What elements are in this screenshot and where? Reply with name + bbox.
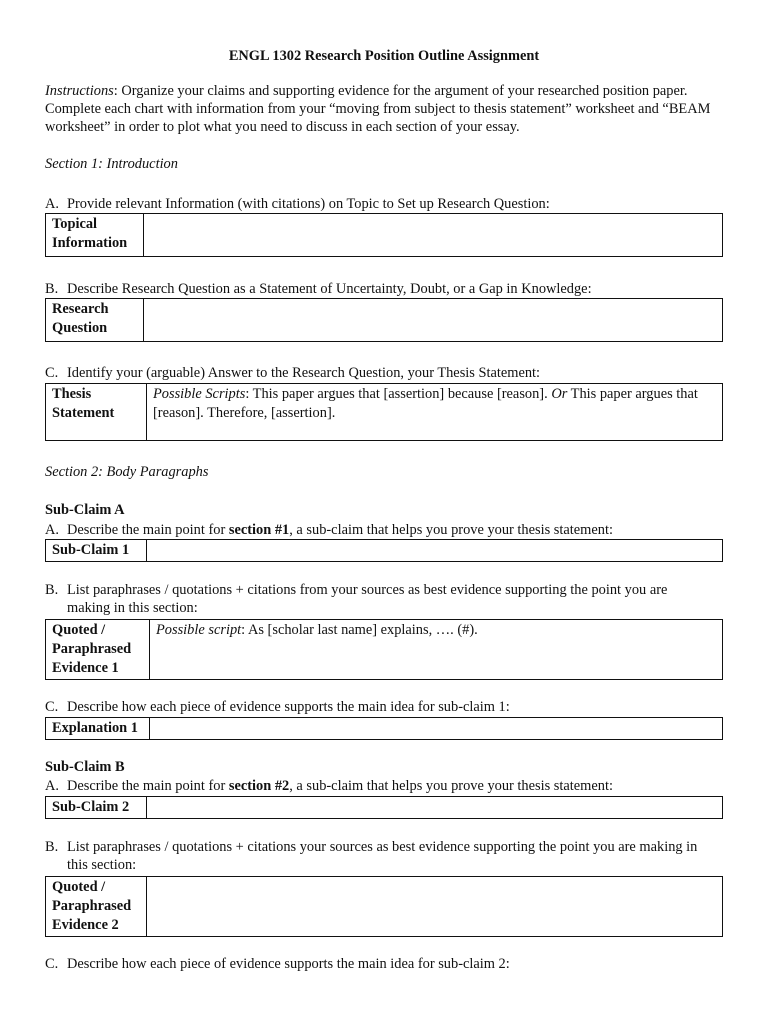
topical-information-box — [45, 213, 723, 257]
sub-claim-2-box — [45, 796, 723, 819]
thesis-statement-label: Thesis Statement — [46, 384, 147, 441]
explanation-1-box — [45, 717, 723, 740]
sub-claim-a-question-c: C. Describe how each piece of evidence supports the main idea for sub-claim 1: — [45, 699, 510, 715]
sub-claim-1-box — [45, 539, 723, 562]
section-1-question-b: B. Describe Research Question as a Statement of Uncertainty, Doubt, or a Gap in Knowledge: — [45, 281, 592, 297]
section-2-heading: Section 2: Body Paragraphs — [45, 464, 209, 480]
evidence-1-field[interactable]: Possible script: As [scholar last name] explains, …. (#). — [150, 620, 723, 680]
sub-claim-b-question-c: C. Describe how each piece of evidence supports the main idea for sub-claim 2: — [45, 956, 510, 972]
sub-claim-b-heading: Sub-Claim B — [45, 759, 125, 775]
evidence-2-box — [45, 876, 723, 937]
thesis-statement-field[interactable]: Possible Scripts: This paper argues that [assertion] because [reason]. Or This paper argues that [reason]. Therefore, [assertion]. — [147, 384, 723, 441]
possible-scripts-label: Possible Scripts — [153, 386, 246, 402]
sub-claim-1-label: Sub-Claim 1 — [46, 540, 147, 562]
explanation-1-field[interactable] — [150, 718, 723, 740]
sub-claim-2-label: Sub-Claim 2 — [46, 797, 147, 819]
topical-information-label: Topical Information — [46, 214, 144, 257]
research-question-label: Research Question — [46, 299, 144, 342]
sub-claim-a-heading: Sub-Claim A — [45, 502, 125, 518]
page-title: ENGL 1302 Research Position Outline Assignment — [228, 48, 540, 64]
topical-information-field[interactable] — [144, 214, 723, 257]
sub-claim-b-question-a: A. Describe the main point for section #2, a sub-claim that helps you prove your thesis statement: — [45, 778, 613, 794]
section-1-question-a: A. Provide relevant Information (with citations) on Topic to Set up Research Question: — [45, 196, 550, 212]
evidence-2-label: Quoted / Paraphrased Evidence 2 — [46, 877, 147, 937]
sub-claim-2-field[interactable] — [147, 797, 723, 819]
section-1-heading: Section 1: Introduction — [45, 156, 178, 172]
research-question-field[interactable] — [144, 299, 723, 342]
explanation-1-label: Explanation 1 — [46, 718, 150, 740]
instructions-label: Instructions — [45, 83, 114, 99]
possible-script-label: Possible script — [156, 622, 242, 638]
instructions-text: : Organize your claims and supporting evidence for the argument of your researched position paper. Complete each chart with information from your “moving from subject to thesis statement” worksheet and “BEAM worksheet” in order to plot what you need to discuss in each section of your essay. — [45, 83, 711, 135]
evidence-2-field[interactable] — [147, 877, 723, 937]
section-1-question-c: C. Identify your (arguable) Answer to the Research Question, your Thesis Statement: — [45, 365, 541, 381]
evidence-1-box — [45, 619, 723, 680]
evidence-1-label: Quoted / Paraphrased Evidence 1 — [46, 620, 150, 680]
sub-claim-a-question-a: A. Describe the main point for section #1, a sub-claim that helps you prove your thesis statement: — [45, 522, 613, 538]
instructions — [45, 82, 745, 136]
research-question-box — [45, 298, 723, 342]
sub-claim-b-question-b: B. List paraphrases / quotations + citations your sources as best evidence supporting the point you are making in this section: — [45, 839, 698, 873]
thesis-statement-box — [45, 383, 723, 441]
sub-claim-1-field[interactable] — [147, 540, 723, 562]
sub-claim-a-question-b: B. List paraphrases / quotations + citations from your sources as best evidence supporting the point you are making in this section: — [45, 582, 668, 616]
